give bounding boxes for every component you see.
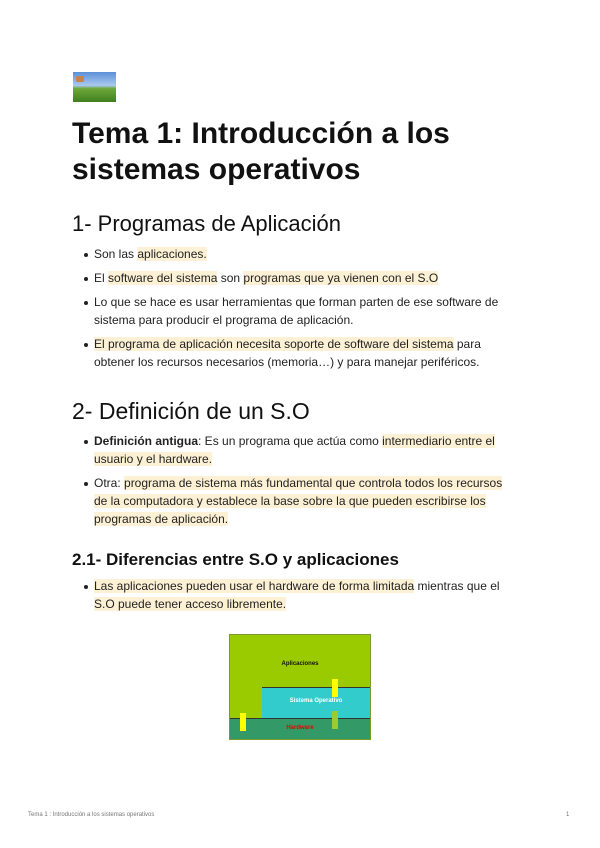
section-1-list <box>72 245 512 377</box>
page-number: 1 <box>566 812 570 818</box>
list-item: El programa de aplicación necesita soporte de software del sistema para obtener los recursos necesarios (memoria…) y para manejar periféricos. <box>72 335 512 371</box>
page-title: Tema 1: Introducción a los sistemas operativos <box>72 117 450 186</box>
footer-title: Tema 1 : Introducción a los sistemas operativos <box>28 812 155 818</box>
double-arrow-icon <box>332 711 338 729</box>
os-label: Sistema Operativo <box>289 698 343 704</box>
apps-label: Aplicaciones <box>281 661 319 667</box>
double-arrow-icon <box>332 679 338 697</box>
os-layers-diagram <box>229 634 371 740</box>
list-item: Otra: programa de sistema más fundamental que controla todos los recursos de la computadora y establece la base sobre la que pueden escribirse los programas de aplicación. <box>72 474 512 528</box>
subsection-heading-2-1: 2.1- Diferencias entre S.O y aplicaciones <box>72 550 399 569</box>
hardware-layer <box>230 718 370 739</box>
list-item: Son las aplicaciones. <box>72 245 512 263</box>
double-arrow-icon <box>240 713 246 731</box>
section-heading-2: 2- Definición de un S.O <box>72 398 310 424</box>
list-item: Definición antigua: Es un programa que actúa como intermediario entre el usuario y el hardware. <box>72 432 512 468</box>
list-item: El software del sistema son programas que ya vienen con el S.O <box>72 269 512 287</box>
list-item: Las aplicaciones pueden usar el hardware de forma limitada mientras que el S.O puede tener acceso libremente. <box>72 577 512 613</box>
section-2-list <box>72 432 512 534</box>
hardware-label: Hardware <box>286 725 314 731</box>
landscape-logo-image <box>73 72 116 102</box>
section-heading-1: 1- Programas de Aplicación <box>72 211 342 236</box>
section-2-1-list <box>72 577 512 619</box>
os-layer <box>262 687 370 719</box>
list-item: Lo que se hace es usar herramientas que forman parten de ese software de sistema para producir el programa de aplicación. <box>72 293 512 329</box>
